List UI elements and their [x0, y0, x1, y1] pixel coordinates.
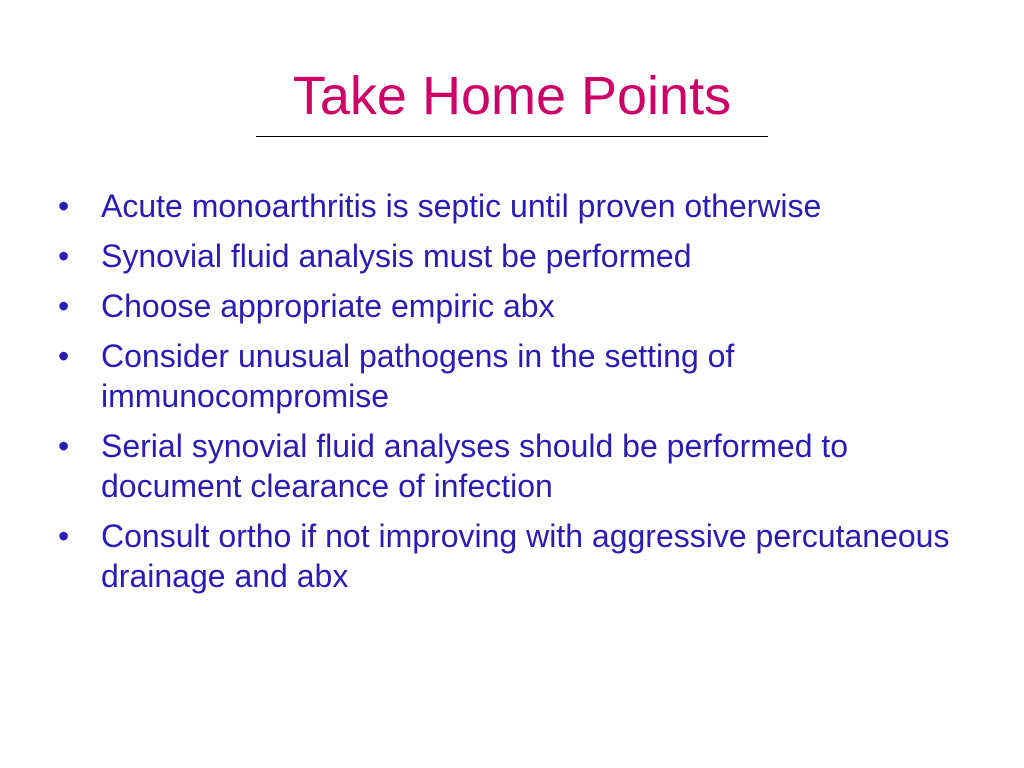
slide-title: Take Home Points — [292, 66, 732, 126]
bullet-text: Consult ortho if not improving with aggressive percutaneous drainage and abx — [101, 518, 950, 594]
bullet-icon: • — [58, 288, 70, 324]
bullet-item — [57, 186, 967, 226]
bullet-text: Consider unusual pathogens in the setting of immunocompromise — [101, 338, 735, 414]
bullet-icon: • — [58, 518, 70, 554]
bullet-item — [57, 516, 967, 596]
bullet-list — [57, 186, 967, 606]
bullet-text: Choose appropriate empiric abx — [101, 288, 555, 324]
bullet-item — [57, 336, 967, 416]
bullet-icon: • — [58, 188, 70, 224]
bullet-text: Synovial fluid analysis must be performed — [101, 238, 692, 274]
bullet-icon: • — [58, 238, 70, 274]
bullet-text: Acute monoarthritis is septic until proven otherwise — [101, 188, 822, 224]
bullet-icon: • — [58, 428, 70, 464]
bullet-item — [57, 286, 967, 326]
bullet-item — [57, 236, 967, 276]
bullet-item — [57, 426, 967, 506]
bullet-text: Serial synovial fluid analyses should be performed to document clearance of infection — [101, 428, 849, 504]
title-area — [256, 62, 768, 137]
bullet-icon: • — [58, 338, 70, 374]
